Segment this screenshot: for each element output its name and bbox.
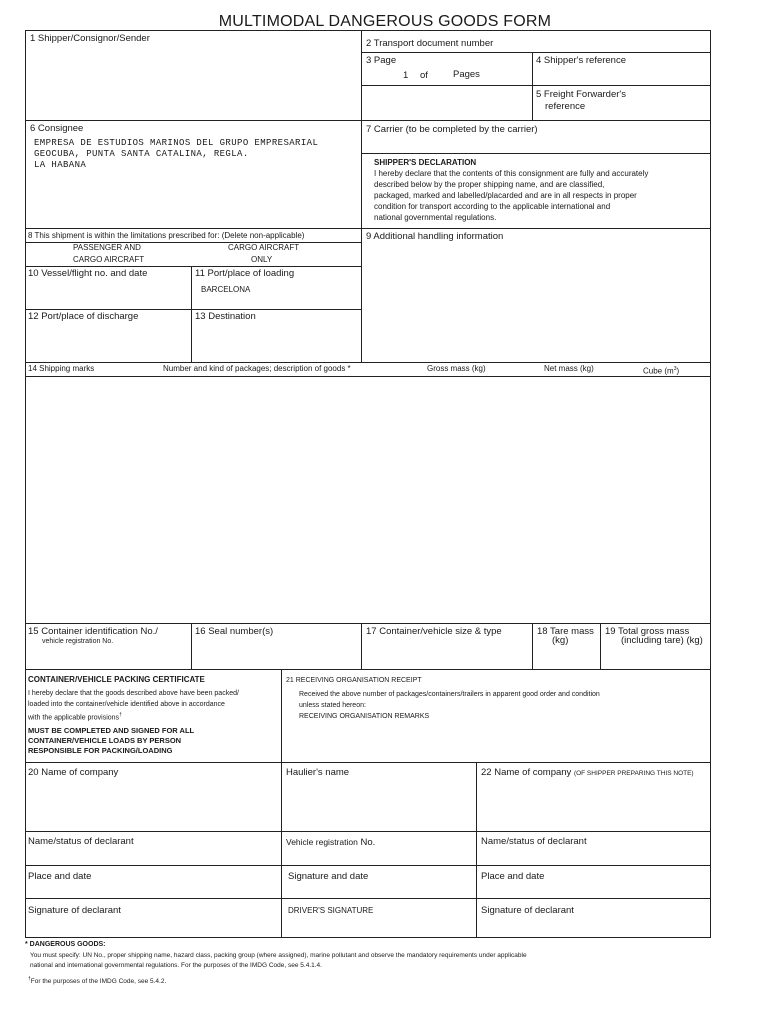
limitations-label: 8 This shipment is within the limitations prescribed for: (Delete non-applicable) <box>28 231 305 240</box>
shipper-label: 1 Shipper/Consignor/Sender <box>30 33 150 44</box>
packing-cert-line: I hereby declare that the goods described above have been packed/ <box>28 690 239 697</box>
footnote-title: * DANGEROUS GOODS: <box>25 941 106 948</box>
shippers-reference-label: 4 Shipper's reference <box>536 55 627 66</box>
pages-label: Pages <box>453 69 480 80</box>
shipping-marks-label: 14 Shipping marks <box>28 364 95 373</box>
port-loading-value[interactable]: BARCELONA <box>201 285 251 294</box>
declaration-title: SHIPPER'S DECLARATION <box>374 158 477 167</box>
total-gross-label-2: (including tare) (kg) <box>621 635 703 646</box>
carrier-label: 7 Carrier (to be completed by the carrier) <box>366 124 538 135</box>
must-complete-line: CONTAINER/VEHICLE LOADS BY PERSON <box>28 736 182 745</box>
receipt-line: RECEIVING ORGANISATION REMARKS <box>299 713 430 720</box>
freight-forwarder-label: 5 Freight Forwarder's <box>536 89 626 100</box>
company-name-label: 20 Name of company <box>28 767 119 778</box>
gross-mass-label: Gross mass (kg) <box>427 364 486 373</box>
seal-label: 16 Seal number(s) <box>195 626 274 637</box>
receipt-line: unless stated hereon: <box>299 702 366 709</box>
container-size-label: 17 Container/vehicle size & type <box>366 626 502 637</box>
container-id-sub: vehicle registration No. <box>42 638 114 645</box>
vehicle-reg-label: Vehicle registration No. <box>286 837 376 848</box>
freight-forwarder-label-2: reference <box>545 101 586 112</box>
vessel-label: 10 Vessel/flight no. and date <box>28 268 148 279</box>
packages-label: Number and kind of packages; description of goods * <box>163 364 351 373</box>
hauliers-name-field[interactable] <box>282 780 475 830</box>
goods-description-area[interactable] <box>26 377 710 622</box>
page-label: 3 Page <box>366 55 397 66</box>
page-of: of <box>420 70 428 81</box>
footnote-line: You must specify: UN No., proper shipping name, hazard class, packing group (where assigned), marine pollutant and observe the mandatory requirements under applicable <box>30 952 527 959</box>
consignee-label: 6 Consignee <box>30 123 84 134</box>
destination-label: 13 Destination <box>195 311 256 322</box>
passenger-option[interactable]: PASSENGER AND <box>73 243 141 252</box>
name-status-label: Name/status of declarant <box>28 836 134 847</box>
consignee-line[interactable]: GEOCUBA, PUNTA SANTA CATALINA, REGLA. <box>34 149 249 159</box>
shipper-field[interactable] <box>26 45 360 119</box>
container-id-label: 15 Container identification No./ <box>28 626 158 637</box>
declaration-line: packaged, marked and labelled/placarded and are in all respects in proper <box>374 191 637 200</box>
company-name-field[interactable] <box>26 780 280 830</box>
receipt-line: Received the above number of packages/containers/trailers in apparent good order and condition <box>299 691 600 698</box>
company-name-22-field[interactable] <box>477 780 709 830</box>
tare-label-2: (kg) <box>552 635 569 646</box>
total-gross-label: 19 Total gross mass <box>605 626 690 637</box>
cargo-option[interactable]: CARGO AIRCRAFT <box>228 243 300 252</box>
port-loading-label: 11 Port/place of loading <box>195 268 295 279</box>
footnote-line: national and international governmental regulations. For the purposes of the IMDG Code, see 5.4.1.4. <box>30 962 322 969</box>
port-discharge-label: 12 Port/place of discharge <box>28 311 139 322</box>
declaration-line: described below by the proper shipping name, and are classified, <box>374 180 605 189</box>
page-number[interactable]: 1 <box>403 70 409 81</box>
handling-label: 9 Additional handling information <box>366 231 504 242</box>
cargo-option-2: ONLY <box>251 255 273 264</box>
place-date-label: Place and date <box>28 871 92 882</box>
must-complete-line: RESPONSIBLE FOR PACKING/LOADING <box>28 746 173 755</box>
signature-declarant-label: Signature of declarant <box>28 905 121 916</box>
consignee-line[interactable]: LA HABANA <box>34 160 87 170</box>
net-mass-label: Net mass (kg) <box>544 364 594 373</box>
receipt-title: 21 RECEIVING ORGANISATION RECEIPT <box>286 677 422 684</box>
declaration-line: I hereby declare that the contents of this consignment are fully and accurately <box>374 169 649 178</box>
signature-declarant-label-2: Signature of declarant <box>481 905 574 916</box>
tare-label: 18 Tare mass <box>537 626 594 637</box>
consignee-line[interactable]: EMPRESA DE ESTUDIOS MARINOS DEL GRUPO EMPRESARIAL <box>34 138 319 148</box>
declaration-line: condition for transport according to the applicable international and <box>374 202 611 211</box>
transport-doc-label: 2 Transport document number <box>366 38 494 49</box>
cube-label: Cube $(m^3)$ <box>643 366 680 376</box>
declaration-line: national governmental regulations. <box>374 213 497 222</box>
packing-cert-line: with the applicable provisions† <box>28 712 122 722</box>
place-date-label-2: Place and date <box>481 871 545 882</box>
packing-cert-line: loaded into the container/vehicle identified above in accordance <box>28 701 225 708</box>
packing-cert-title: CONTAINER/VEHICLE PACKING CERTIFICATE <box>28 675 205 684</box>
form-title: MULTIMODAL DANGEROUS GOODS FORM <box>218 13 552 30</box>
passenger-option-2: CARGO AIRCRAFT <box>73 255 145 264</box>
signature-date-label: Signature and date <box>288 871 369 882</box>
footnote-2: †For the purposes of the IMDG Code, see 5.4.2. <box>28 976 167 986</box>
company-name-22-label: 22 Name of company (OF SHIPPER PREPARING THIS NOTE) <box>481 767 694 778</box>
hauliers-name-label: Haulier's name <box>286 767 350 778</box>
name-status-label-2: Name/status of declarant <box>481 836 587 847</box>
drivers-signature-label: DRIVER'S SIGNATURE <box>288 906 374 915</box>
must-complete-line: MUST BE COMPLETED AND SIGNED FOR ALL <box>28 726 195 735</box>
